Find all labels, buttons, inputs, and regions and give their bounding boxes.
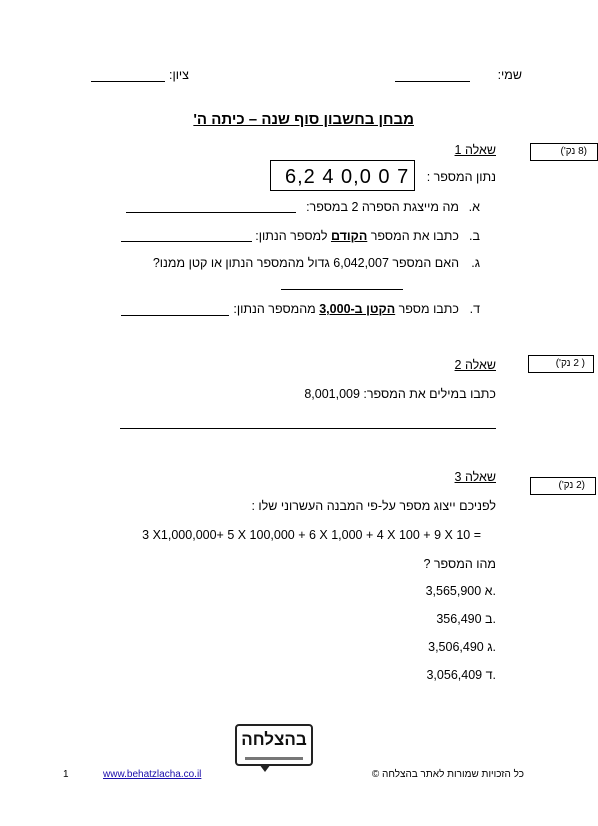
logo-text: בהצלחה <box>241 730 307 749</box>
page-title: מבחן בחשבון סוף שנה – כיתה ה' <box>193 111 414 128</box>
q3-expression: 3 X1,000,000+ 5 X 100,000 + 6 X 1,000 + 4 X 100 + 9 X 10 = <box>142 528 481 542</box>
q3-option[interactable] <box>428 640 496 654</box>
given-number: 6,2 4 0,0 0 7 <box>285 166 410 188</box>
q1d-bold: הקטן ב-3,000 <box>319 302 396 316</box>
q3-option-letter: ב. <box>485 612 496 626</box>
q1d-post: מהמספר הנתון: <box>233 302 320 316</box>
q3-points-box <box>530 477 596 495</box>
q2-answer-line[interactable] <box>120 428 496 429</box>
q3-option[interactable] <box>426 584 496 598</box>
q1b-bold: הקודם <box>330 229 368 243</box>
q3-question: מהו המספר ? <box>423 557 496 571</box>
q3-option[interactable] <box>436 612 496 626</box>
q3-option-value: 356,490 <box>436 612 482 626</box>
q1c-letter: ג. <box>471 256 480 270</box>
grade-label: ציון: <box>168 68 189 82</box>
q3-option-letter: א. <box>484 584 496 598</box>
q1b-text <box>255 229 459 243</box>
page-number: 1 <box>63 769 69 780</box>
logo-speech-tail <box>259 764 271 772</box>
q3-option-letter: ג. <box>487 640 496 654</box>
q1b-answer-line[interactable] <box>121 241 252 242</box>
q1b-letter: ב. <box>469 229 480 243</box>
q1c-text: האם המספר 6,042,007 גדול מהמספר הנתון או קטן ממנו? <box>152 256 459 270</box>
q3-option-value: 3,056,409 <box>426 668 483 682</box>
q3-option-value: 3,506,490 <box>428 640 484 654</box>
q3-option-letter: ד. <box>485 668 496 682</box>
q3-heading: שאלה 3 <box>454 470 496 484</box>
q1b-pre: כתבו את המספר <box>367 229 459 243</box>
q1-given-label: נתון המספר : <box>426 170 496 184</box>
q3-intro: לפניכם ייצוג מספר על-פי המבנה העשרוני שלו : <box>251 499 496 513</box>
q2-text: כתבו במילים את המספר: 8,001,009 <box>304 387 496 401</box>
q3-option[interactable] <box>426 668 496 682</box>
given-number-box <box>270 160 415 191</box>
q1d-pre: כתבו מספר <box>395 302 459 316</box>
q1c-answer-line[interactable] <box>281 289 403 290</box>
q1a-letter: א. <box>468 200 480 214</box>
behatzlacha-logo <box>235 724 313 766</box>
q1d-letter: ד. <box>469 302 480 316</box>
q2-points: ( 2 נק') <box>555 358 585 369</box>
q1-heading: שאלה 1 <box>454 143 496 157</box>
q1-points-box <box>530 143 598 161</box>
footer-url-link[interactable]: www.behatzlacha.co.il <box>103 769 202 780</box>
q1d-answer-line[interactable] <box>121 315 229 316</box>
q1a-text: מה מייצגת הספרה 2 במספר: <box>306 200 459 214</box>
grade-field[interactable] <box>91 81 165 82</box>
name-field[interactable] <box>395 81 470 82</box>
q1d-text <box>233 302 459 316</box>
name-label: שמי: <box>497 68 522 82</box>
q1-points: (8 נק') <box>560 146 587 157</box>
q3-points: (2 נק') <box>558 480 585 491</box>
q2-heading: שאלה 2 <box>454 358 496 372</box>
q1a-answer-line[interactable] <box>126 212 296 213</box>
q3-option-value: 3,565,900 <box>425 584 482 598</box>
q1b-post: למספר הנתון: <box>255 229 331 243</box>
footer-copyright: כל הזכויות שמורות לאתר בהצלחה © <box>371 769 524 780</box>
logo-tagline-bar <box>245 757 303 760</box>
q2-points-box <box>528 355 594 373</box>
